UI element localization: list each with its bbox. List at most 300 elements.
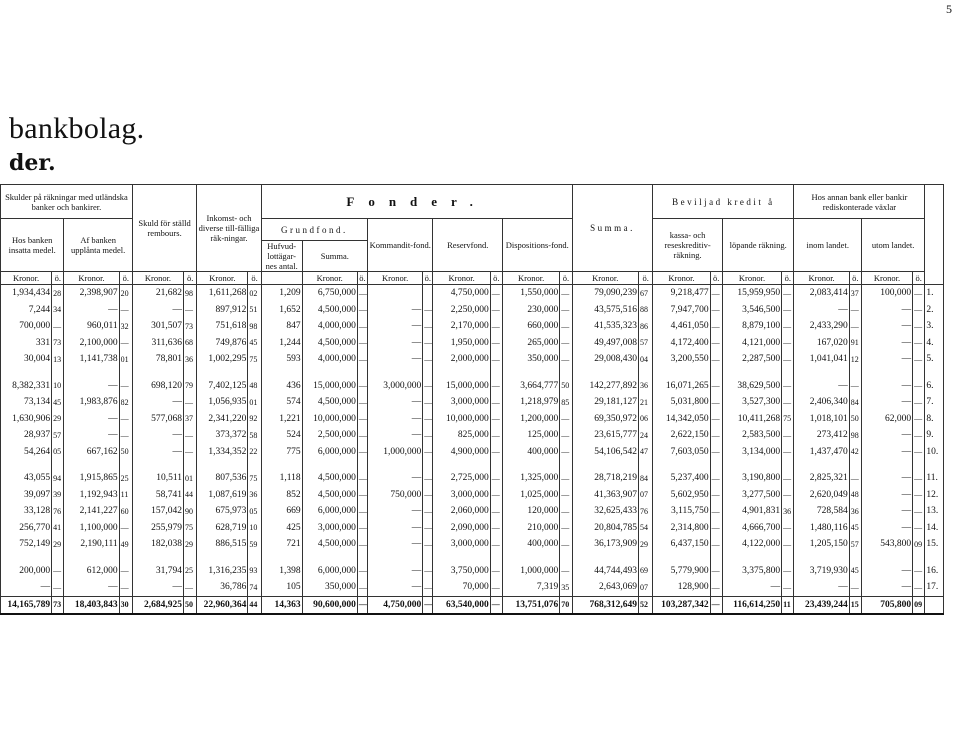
table-cell: 1,915,865 xyxy=(64,470,119,487)
table-cell: 4,500,000 xyxy=(302,394,357,411)
table-cell: — xyxy=(710,536,722,553)
table-cell: 57 xyxy=(639,335,653,352)
header-reservfond: Reservfond. xyxy=(433,219,503,272)
table-cell: 41,363,907 xyxy=(572,487,638,504)
table-cell: — xyxy=(710,318,722,335)
table-cell: 90,600,000 xyxy=(302,596,357,614)
table-cell: — xyxy=(357,318,367,335)
table-cell: — xyxy=(861,351,912,368)
table-cell: 1,087,619 xyxy=(197,487,248,504)
table-row xyxy=(1,444,944,461)
row-index: 15. xyxy=(925,536,944,553)
table-cell: 1,192,943 xyxy=(64,487,119,504)
unit-cell: Kronor. xyxy=(132,272,183,285)
table-cell: 960,011 xyxy=(64,318,119,335)
unit-cell: ö. xyxy=(52,272,64,285)
table-cell: — xyxy=(782,487,794,504)
table-cell: 50 xyxy=(119,444,132,461)
table-cell: 29 xyxy=(52,411,64,428)
table-cell: 68 xyxy=(184,335,197,352)
table-cell: — xyxy=(423,378,433,395)
table-cell: 57 xyxy=(849,536,861,553)
spacer-cell xyxy=(368,553,423,563)
table-row xyxy=(1,579,944,596)
table-cell: — xyxy=(423,351,433,368)
table-cell: 45 xyxy=(248,335,261,352)
table-cell: 10,511 xyxy=(132,470,183,487)
spacer-cell xyxy=(197,553,248,563)
table-cell xyxy=(423,285,433,302)
ledger-body xyxy=(1,285,944,615)
table-cell: — xyxy=(560,411,572,428)
table-cell: 7,402,125 xyxy=(197,378,248,395)
table-cell: — xyxy=(782,318,794,335)
table-cell: 10 xyxy=(52,378,64,395)
unit-cell: ö. xyxy=(119,272,132,285)
table-cell: 30 xyxy=(119,596,132,614)
unit-cell: ö. xyxy=(710,272,722,285)
table-cell: — xyxy=(52,579,64,596)
spacer-cell xyxy=(490,553,502,563)
table-cell: 1,002,295 xyxy=(197,351,248,368)
table-cell: 29,008,430 xyxy=(572,351,638,368)
table-cell: 2,170,000 xyxy=(433,318,490,335)
unit-cell: ö. xyxy=(639,272,653,285)
table-cell: 628,719 xyxy=(197,520,248,537)
header-inom: inom landet. xyxy=(794,219,861,272)
row-index: 1. xyxy=(925,285,944,302)
table-cell: 49,497,008 xyxy=(572,335,638,352)
table-cell: 10,411,268 xyxy=(722,411,781,428)
table-cell: 22 xyxy=(248,444,261,461)
spacer-cell xyxy=(261,460,302,470)
table-cell: 825,000 xyxy=(433,427,490,444)
header-kommandit: Kommandit-fond. xyxy=(368,219,433,272)
table-cell: 22,960,364 xyxy=(197,596,248,614)
table-cell: 436 xyxy=(261,378,302,395)
table-cell: — xyxy=(368,394,423,411)
table-cell: — xyxy=(710,427,722,444)
table-cell: 06 xyxy=(639,411,653,428)
spacer-cell xyxy=(423,460,433,470)
table-cell: 10 xyxy=(248,520,261,537)
table-cell: 51 xyxy=(248,302,261,319)
table-cell: — xyxy=(782,444,794,461)
table-cell: 3,546,500 xyxy=(722,302,781,319)
spacer-cell xyxy=(52,368,64,378)
table-cell: — xyxy=(560,470,572,487)
table-cell: 2,341,220 xyxy=(197,411,248,428)
spacer-cell xyxy=(913,460,925,470)
table-cell: 36 xyxy=(849,503,861,520)
table-cell: 142,277,892 xyxy=(572,378,638,395)
table-cell: — xyxy=(357,302,367,319)
table-cell: — xyxy=(132,427,183,444)
table-cell: 2,620,049 xyxy=(794,487,849,504)
table-cell: 79,090,239 xyxy=(572,285,638,302)
table-cell: 23,439,244 xyxy=(794,596,849,614)
table-cell: — xyxy=(184,579,197,596)
table-cell: 14,165,789 xyxy=(1,596,52,614)
table-cell: 32,625,433 xyxy=(572,503,638,520)
table-cell: 21 xyxy=(639,394,653,411)
table-cell: — xyxy=(490,335,502,352)
table-cell: — xyxy=(861,318,912,335)
table-cell: 700,000 xyxy=(1,318,52,335)
table-cell: 103,287,342 xyxy=(653,596,710,614)
table-cell: — xyxy=(64,302,119,319)
table-row xyxy=(1,563,944,580)
table-cell: 41 xyxy=(52,520,64,537)
spacer-cell xyxy=(423,553,433,563)
table-cell: 1,118 xyxy=(261,470,302,487)
table-cell: — xyxy=(782,520,794,537)
table-cell: 9,218,477 xyxy=(653,285,710,302)
table-cell: 749,876 xyxy=(197,335,248,352)
spacer-cell xyxy=(433,460,490,470)
spacer-cell xyxy=(184,368,197,378)
spacer-cell xyxy=(490,368,502,378)
table-cell: 36,173,909 xyxy=(572,536,638,553)
table-cell: — xyxy=(368,427,423,444)
spacer-cell xyxy=(433,368,490,378)
unit-cell: ö. xyxy=(424,273,432,283)
spacer-cell xyxy=(782,460,794,470)
table-cell: 10,000,000 xyxy=(433,411,490,428)
table-cell: 116,614,250 xyxy=(722,596,781,614)
table-cell: 200,000 xyxy=(1,563,52,580)
table-cell: — xyxy=(849,579,861,596)
table-cell: 70 xyxy=(560,596,572,614)
table-cell: — xyxy=(357,351,367,368)
row-index: 4. xyxy=(925,335,944,352)
table-cell: — xyxy=(119,520,132,537)
row-index: 12. xyxy=(925,487,944,504)
table-cell: 43,055 xyxy=(1,470,52,487)
table-cell: 10,000,000 xyxy=(302,411,357,428)
spacer-cell xyxy=(925,460,944,470)
table-cell: — xyxy=(490,470,502,487)
table-cell: 1,221 xyxy=(261,411,302,428)
table-cell: — xyxy=(368,536,423,553)
table-cell: — xyxy=(913,302,925,319)
spacer-cell xyxy=(184,553,197,563)
table-cell: — xyxy=(861,563,912,580)
table-cell: — xyxy=(782,394,794,411)
spacer-cell xyxy=(302,553,357,563)
table-cell: 36,786 xyxy=(197,579,248,596)
table-cell: 331 xyxy=(1,335,52,352)
table-cell: — xyxy=(368,302,423,319)
table-cell: — xyxy=(560,444,572,461)
table-cell: — xyxy=(861,394,912,411)
table-cell: 3,115,750 xyxy=(653,503,710,520)
table-cell: 350,000 xyxy=(502,351,559,368)
table-cell: — xyxy=(722,579,781,596)
table-cell: 7,319 xyxy=(502,579,559,596)
table-cell: 11 xyxy=(119,487,132,504)
table-cell: 28 xyxy=(52,285,64,302)
table-cell: — xyxy=(913,563,925,580)
table-cell: — xyxy=(782,579,794,596)
table-cell: — xyxy=(861,487,912,504)
table-cell: — xyxy=(490,444,502,461)
table-cell: — xyxy=(913,503,925,520)
table-cell: — xyxy=(861,302,912,319)
table-cell: 4,500,000 xyxy=(302,302,357,319)
table-cell: 301,507 xyxy=(132,318,183,335)
table-cell: 3,000,000 xyxy=(302,520,357,537)
table-cell: — xyxy=(710,487,722,504)
table-cell: 3,664,777 xyxy=(502,378,559,395)
table-cell: 6,000,000 xyxy=(302,563,357,580)
table-cell: 70,000 xyxy=(433,579,490,596)
table-cell: 210,000 xyxy=(502,520,559,537)
spacer-row xyxy=(1,553,944,563)
table-cell: 4,500,000 xyxy=(302,487,357,504)
table-cell: 4,121,000 xyxy=(722,335,781,352)
table-cell: 4,122,000 xyxy=(722,536,781,553)
table-cell: 25 xyxy=(119,470,132,487)
table-cell: 75 xyxy=(248,470,261,487)
table-cell: 29,181,127 xyxy=(572,394,638,411)
table-cell: — xyxy=(64,411,119,428)
table-cell: 36 xyxy=(184,351,197,368)
table-cell: — xyxy=(710,394,722,411)
table-cell: — xyxy=(490,351,502,368)
spacer-cell xyxy=(925,368,944,378)
table-cell: — xyxy=(119,579,132,596)
table-cell: 1,244 xyxy=(261,335,302,352)
table-cell: 5,779,900 xyxy=(653,563,710,580)
table-cell: 3,000,000 xyxy=(433,487,490,504)
table-cell: 524 xyxy=(261,427,302,444)
table-cell: 7,947,700 xyxy=(653,302,710,319)
table-cell: — xyxy=(52,318,64,335)
table-cell: 167,020 xyxy=(794,335,849,352)
spacer-cell xyxy=(248,368,261,378)
table-cell: 50 xyxy=(560,378,572,395)
row-index: 2. xyxy=(925,302,944,319)
table-cell: 2,684,925 xyxy=(132,596,183,614)
table-cell: 273,412 xyxy=(794,427,849,444)
spacer-cell xyxy=(261,553,302,563)
header-summa-grund: Summa. xyxy=(302,241,367,272)
table-cell: 2,500,000 xyxy=(302,427,357,444)
spacer-cell xyxy=(261,368,302,378)
spacer-cell xyxy=(64,460,119,470)
spacer-cell xyxy=(782,368,794,378)
table-cell: — xyxy=(184,302,197,319)
header-fonder: Fonder. xyxy=(261,185,572,219)
table-row xyxy=(1,487,944,504)
spacer-cell xyxy=(653,368,710,378)
table-cell: — xyxy=(357,335,367,352)
table-cell: — xyxy=(423,427,433,444)
spacer-cell xyxy=(861,368,912,378)
table-cell: 8,382,331 xyxy=(1,378,52,395)
table-cell: 3,000,000 xyxy=(433,394,490,411)
spacer-cell xyxy=(119,460,132,470)
table-cell: 73 xyxy=(52,335,64,352)
table-cell: — xyxy=(861,444,912,461)
table-cell: 1,950,000 xyxy=(433,335,490,352)
table-cell: — xyxy=(861,378,912,395)
table-row xyxy=(1,427,944,444)
table-cell: — xyxy=(560,520,572,537)
unit-cell: Kronor. xyxy=(433,272,490,285)
unit-cell: ö. xyxy=(913,272,925,285)
table-cell: — xyxy=(423,596,433,614)
table-cell: 42 xyxy=(849,444,861,461)
spacer-cell xyxy=(572,553,638,563)
table-cell: 847 xyxy=(261,318,302,335)
table-cell: 39 xyxy=(52,487,64,504)
table-cell: 256,770 xyxy=(1,520,52,537)
table-cell: — xyxy=(913,394,925,411)
table-cell: 73,134 xyxy=(1,394,52,411)
table-cell: 02 xyxy=(248,285,261,302)
row-index: 6. xyxy=(925,378,944,395)
table-cell: 04 xyxy=(639,351,653,368)
table-cell: — xyxy=(423,563,433,580)
table-cell: 90 xyxy=(184,503,197,520)
table-cell: 84 xyxy=(849,394,861,411)
spacer-cell xyxy=(132,460,183,470)
table-cell: — xyxy=(357,536,367,553)
spacer-cell xyxy=(849,553,861,563)
table-cell: 14,342,050 xyxy=(653,411,710,428)
table-cell: 255,979 xyxy=(132,520,183,537)
unit-cell: Kronor. xyxy=(722,272,781,285)
table-cell: 1,025,000 xyxy=(502,487,559,504)
table-cell: 6,000,000 xyxy=(302,444,357,461)
table-cell: 3,277,500 xyxy=(722,487,781,504)
spacer-cell xyxy=(119,368,132,378)
table-cell: 43,575,516 xyxy=(572,302,638,319)
table-cell: 660,000 xyxy=(502,318,559,335)
header-grundfond: Grundfond. xyxy=(261,219,367,241)
table-cell: — xyxy=(119,563,132,580)
table-cell: 18,403,843 xyxy=(64,596,119,614)
table-cell: 44 xyxy=(184,487,197,504)
table-cell: 12 xyxy=(849,351,861,368)
table-cell: — xyxy=(560,487,572,504)
table-cell: — xyxy=(368,411,423,428)
table-cell: — xyxy=(357,378,367,395)
table-row xyxy=(1,335,944,352)
table-cell: 45 xyxy=(849,520,861,537)
spacer-cell xyxy=(572,368,638,378)
table-cell: 37 xyxy=(849,285,861,302)
table-cell: 47 xyxy=(639,444,653,461)
spacer-cell xyxy=(302,460,357,470)
table-cell: 07 xyxy=(639,579,653,596)
table-cell: 3,750,000 xyxy=(433,563,490,580)
spacer-cell xyxy=(197,460,248,470)
table-cell: — xyxy=(560,285,572,302)
header-hufvudlottagare: Hufvud-lottägar-nes antal. xyxy=(261,241,302,272)
unit-cell: Kronor. xyxy=(368,272,423,285)
table-cell: 54,264 xyxy=(1,444,52,461)
table-cell: 311,636 xyxy=(132,335,183,352)
table-cell: — xyxy=(423,335,433,352)
table-cell: 2,583,500 xyxy=(722,427,781,444)
table-cell: — xyxy=(64,427,119,444)
table-cell: — xyxy=(782,536,794,553)
table-cell: 11 xyxy=(782,596,794,614)
table-cell: — xyxy=(184,444,197,461)
spacer-cell xyxy=(794,368,849,378)
table-cell: 29 xyxy=(639,536,653,553)
spacer-cell xyxy=(357,553,367,563)
table-cell: 93 xyxy=(248,563,261,580)
table-cell: 41,535,323 xyxy=(572,318,638,335)
table-cell: — xyxy=(423,394,433,411)
table-cell: — xyxy=(52,563,64,580)
row-index xyxy=(925,596,944,614)
table-cell: 807,536 xyxy=(197,470,248,487)
table-cell: 63,540,000 xyxy=(433,596,490,614)
spacer-cell xyxy=(710,368,722,378)
table-cell: — xyxy=(119,427,132,444)
table-cell: 01 xyxy=(184,470,197,487)
table-cell: — xyxy=(64,378,119,395)
table-cell: — xyxy=(490,520,502,537)
table-cell: 76 xyxy=(639,503,653,520)
table-cell: — xyxy=(861,470,912,487)
header-inkomst: Inkomst- och diverse till-fälliga räk-ningar. xyxy=(197,185,261,272)
table-cell: 157,042 xyxy=(132,503,183,520)
table-cell: 3,134,000 xyxy=(722,444,781,461)
table-cell: 2,725,000 xyxy=(433,470,490,487)
spacer-cell xyxy=(502,368,559,378)
table-cell: 1,398 xyxy=(261,563,302,580)
table-cell: 2,000,000 xyxy=(433,351,490,368)
table-cell: 1,141,738 xyxy=(64,351,119,368)
spacer-cell xyxy=(782,553,794,563)
table-cell: — xyxy=(782,378,794,395)
table-cell: 48 xyxy=(849,487,861,504)
table-cell: — xyxy=(357,411,367,428)
table-cell: — xyxy=(490,579,502,596)
table-cell: 29 xyxy=(184,536,197,553)
table-cell: 38,629,500 xyxy=(722,378,781,395)
spacer-cell xyxy=(710,553,722,563)
table-cell: 30,004 xyxy=(1,351,52,368)
table-cell: 20,804,785 xyxy=(572,520,638,537)
table-cell: 1,205,150 xyxy=(794,536,849,553)
table-cell: 15,000,000 xyxy=(302,378,357,395)
table-cell: — xyxy=(913,487,925,504)
table-cell: 15 xyxy=(849,596,861,614)
spacer-cell xyxy=(722,368,781,378)
table-cell: — xyxy=(782,335,794,352)
spacer-row xyxy=(1,368,944,378)
table-cell: — xyxy=(368,563,423,580)
table-cell: 31,794 xyxy=(132,563,183,580)
table-cell: 62,000 xyxy=(861,411,912,428)
table-cell: — xyxy=(357,579,367,596)
unit-cell: ö. xyxy=(359,273,366,283)
table-cell: — xyxy=(357,596,367,614)
table-cell: 14,363 xyxy=(261,596,302,614)
table-cell: — xyxy=(132,394,183,411)
table-cell: 1,437,470 xyxy=(794,444,849,461)
table-cell: — xyxy=(913,285,925,302)
table-cell: 2,141,227 xyxy=(64,503,119,520)
spacer-cell xyxy=(132,368,183,378)
